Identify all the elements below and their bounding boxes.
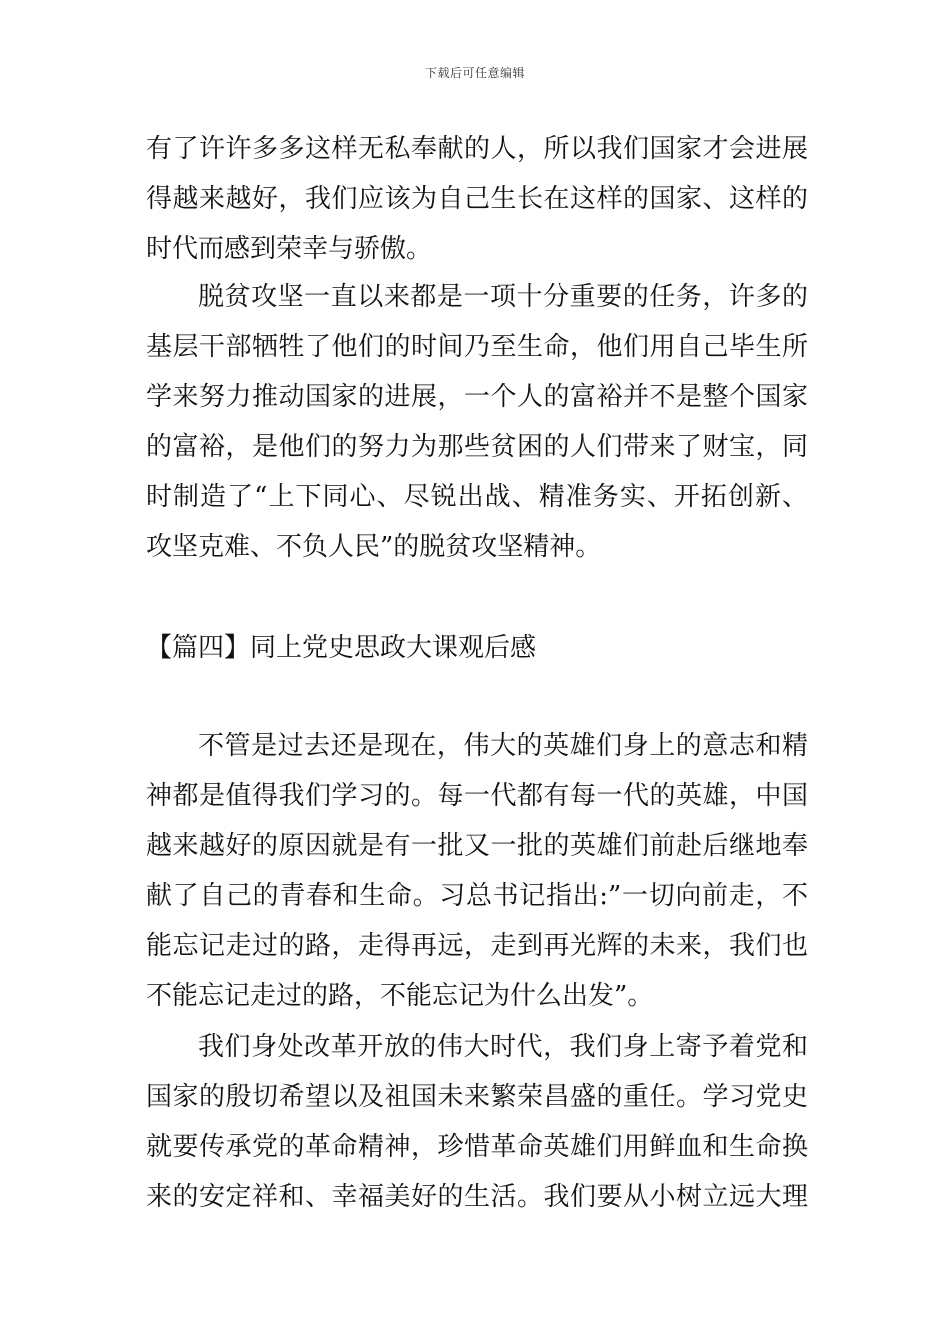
section-title: 【篇四】同上党史思政大课观后感 bbox=[146, 633, 537, 663]
paragraph-line: 得越来越好，我们应该为自己生长在这样的国家、这样的 bbox=[146, 184, 808, 214]
paragraph-4 bbox=[146, 1022, 808, 1222]
paragraph-line: 我们身处改革开放的伟大时代，我们身上寄予着党和 bbox=[198, 1032, 808, 1062]
paragraph-line: 能忘记走过的路，走得再远，走到再光辉的未来，我们也 bbox=[146, 931, 808, 961]
paragraph-line: 时代而感到荣幸与骄傲。 bbox=[146, 234, 433, 264]
paragraph-2 bbox=[146, 272, 808, 572]
paragraph-line: 时制造了“上下同心、尽锐出战、精准务实、开拓创新、 bbox=[146, 482, 808, 512]
paragraph-line: 的富裕，是他们的努力为那些贫困的人们带来了财宝，同 bbox=[146, 432, 808, 462]
paragraph-line: 献了自己的青春和生命。习总书记指出:”一切向前走，不 bbox=[146, 881, 808, 911]
paragraph-line: 攻坚克难、不负人民”的脱贫攻坚精神。 bbox=[146, 532, 602, 562]
paragraph-line: 学来努力推动国家的进展，一个人的富裕并不是整个国家 bbox=[146, 382, 808, 412]
paragraph-line: 国家的殷切希望以及祖国未来繁荣昌盛的重任。学习党史 bbox=[146, 1082, 808, 1112]
paragraph-line: 不能忘记走过的路，不能忘记为什么出发”。 bbox=[146, 981, 654, 1011]
paragraph-1 bbox=[146, 124, 808, 274]
paragraph-3 bbox=[146, 721, 808, 1021]
paragraph-line: 越来越好的原因就是有一批又一批的英雄们前赴后继地奉 bbox=[146, 831, 808, 861]
page-header: 下载后可任意编辑 bbox=[424, 66, 525, 80]
paragraph-line: 就要传承党的革命精神，珍惜革命英雄们用鲜血和生命换 bbox=[146, 1132, 808, 1162]
paragraph-line: 不管是过去还是现在，伟大的英雄们身上的意志和精 bbox=[198, 731, 808, 761]
paragraph-line: 基层干部牺牲了他们的时间乃至生命，他们用自己毕生所 bbox=[146, 332, 808, 362]
paragraph-line: 有了许许多多这样无私奉献的人，所以我们国家才会进展 bbox=[146, 134, 808, 164]
paragraph-line: 神都是值得我们学习的。每一代都有每一代的英雄，中国 bbox=[146, 781, 808, 811]
paragraph-line: 来的安定祥和、幸福美好的生活。我们要从小树立远大理 bbox=[146, 1182, 808, 1212]
paragraph-line: 脱贫攻坚一直以来都是一项十分重要的任务，许多的 bbox=[198, 282, 808, 312]
